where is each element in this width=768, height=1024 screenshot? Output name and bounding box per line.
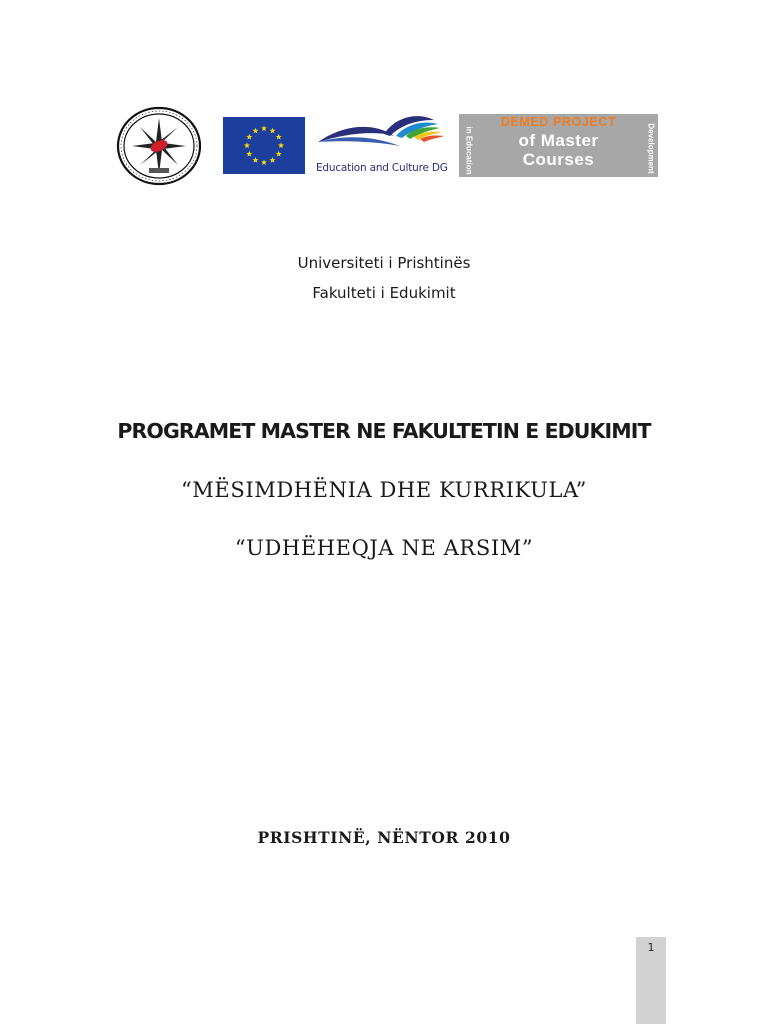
program-title-2: “UDHËHEQJA NE ARSIM”: [234, 536, 534, 560]
program-title-1: “MËSIMDHËNIA DHE KURRIKULA”: [180, 478, 588, 502]
faculty-name: Fakulteti i Edukimit: [312, 284, 456, 302]
university-seal-icon: [116, 106, 202, 186]
education-culture-logo: [314, 112, 454, 178]
education-culture-swoosh-icon: [314, 112, 454, 160]
page-number: 1: [647, 941, 655, 954]
page-title: PROGRAMET MASTER NE FAKULTETIN E EDUKIMIT: [117, 419, 651, 443]
demed-line-2: Courses: [522, 150, 595, 169]
demed-top-label: DEMED PROJECT: [500, 115, 617, 129]
education-culture-label: Education and Culture DG: [316, 162, 448, 174]
demed-side-left: in Education: [464, 126, 474, 175]
demed-line-1: of Master: [518, 131, 599, 150]
page-number-tab: [636, 937, 666, 1024]
demed-project-logo: [459, 114, 658, 177]
university-name: Universiteti i Prishtinës: [297, 254, 471, 272]
demed-side-right: Development: [646, 123, 656, 174]
eu-flag-icon: [223, 117, 305, 174]
header-logos: [0, 0, 768, 200]
place-date: PRISHTINË, NËNTOR 2010: [257, 828, 511, 847]
